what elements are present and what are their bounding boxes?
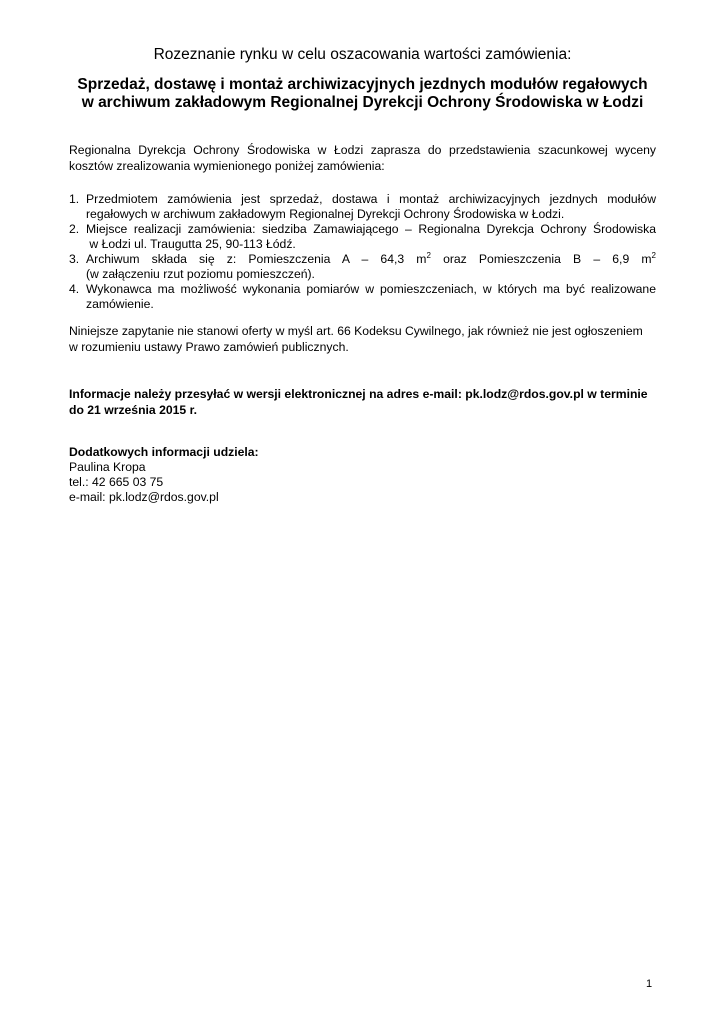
list-item — [69, 222, 656, 252]
superscript: 2 — [426, 251, 431, 260]
list-item-text-line: Miejsce realizacji zamówienia: siedziba Zamawiającego – Regionalna Dyrekcja Ochrony Środowiska — [86, 222, 656, 236]
submission-info: Informacje należy przesyłać w wersji elektronicznej na adres e-mail: pk.lodz@rdos.gov.pl w terminie do 21 września 2015 r. — [69, 387, 648, 417]
list-item-text-line: (w załączeniu rzut poziomu pomieszczeń). — [86, 267, 315, 281]
subtitle-line-2: w archiwum zakładowym Regionalnej Dyrekcji Ochrony Środowiska w Łodzi — [81, 94, 644, 111]
legal-note-line: w rozumieniu ustawy Prawo zamówień publicznych. — [69, 340, 349, 354]
contact-block — [69, 445, 469, 505]
list-item-text-line: regałowych w archiwum zakładowym Regionalnej Dyrekcji Ochrony Środowiska w Łodzi. — [86, 207, 565, 221]
list-item — [69, 252, 656, 282]
list-item — [69, 282, 656, 312]
list-item-text-line: Wykonawca ma możliwość wykonania pomiarów w pomieszczeniach, w których ma być realizowane — [86, 282, 656, 296]
list-item-text-line: Przedmiotem zamówienia jest sprzedaż, dostawa i montaż archiwizacyjnych jezdnych modułów — [86, 192, 656, 206]
contact-phone: tel.: 42 665 03 75 — [69, 475, 164, 489]
legal-note-line: Niniejsze zapytanie nie stanowi oferty w myśl art. 66 Kodeksu Cywilnego, jak również nie jest ogłoszeniem — [69, 324, 643, 338]
legal-note — [69, 323, 656, 355]
area-b-text: oraz Pomieszczenia B – 6,9 m — [430, 252, 652, 266]
list-item-number: 4. — [69, 282, 80, 296]
contact-name: Paulina Kropa — [69, 460, 146, 474]
contact-heading: Dodatkowych informacji udziela: — [69, 445, 259, 459]
list-item-text-line: zamówienie. — [86, 297, 154, 311]
superscript: 2 — [651, 251, 656, 260]
list-item-text-line: w Łodzi ul. Traugutta 25, 90-113 Łódź. — [86, 237, 296, 251]
requirements-list — [69, 192, 656, 312]
page-number: 1 — [646, 978, 653, 990]
list-item-number: 2. — [69, 222, 80, 236]
contact-email: e-mail: pk.lodz@rdos.gov.pl — [69, 490, 219, 504]
subtitle-line-1: Sprzedaż, dostawę i montaż archiwizacyjnych jezdnych modułów regałowych — [77, 76, 648, 93]
list-item-number: 1. — [69, 192, 80, 206]
list-item-number: 3. — [69, 252, 80, 266]
document-title: Rozeznanie rynku w celu oszacowania wartości zamówienia: — [153, 46, 572, 63]
intro-paragraph: Regionalna Dyrekcja Ochrony Środowiska w Łodzi zaprasza do przedstawienia szacunkowej wyceny kosztów zrealizowania wymienionego poniżej zamówienia: — [69, 143, 656, 173]
document-subtitle — [40, 76, 685, 112]
list-item-text-line — [86, 252, 656, 267]
list-item — [69, 192, 656, 222]
area-a-text: Archiwum składa się z: Pomieszczenia A – 64,3 m — [86, 252, 427, 266]
